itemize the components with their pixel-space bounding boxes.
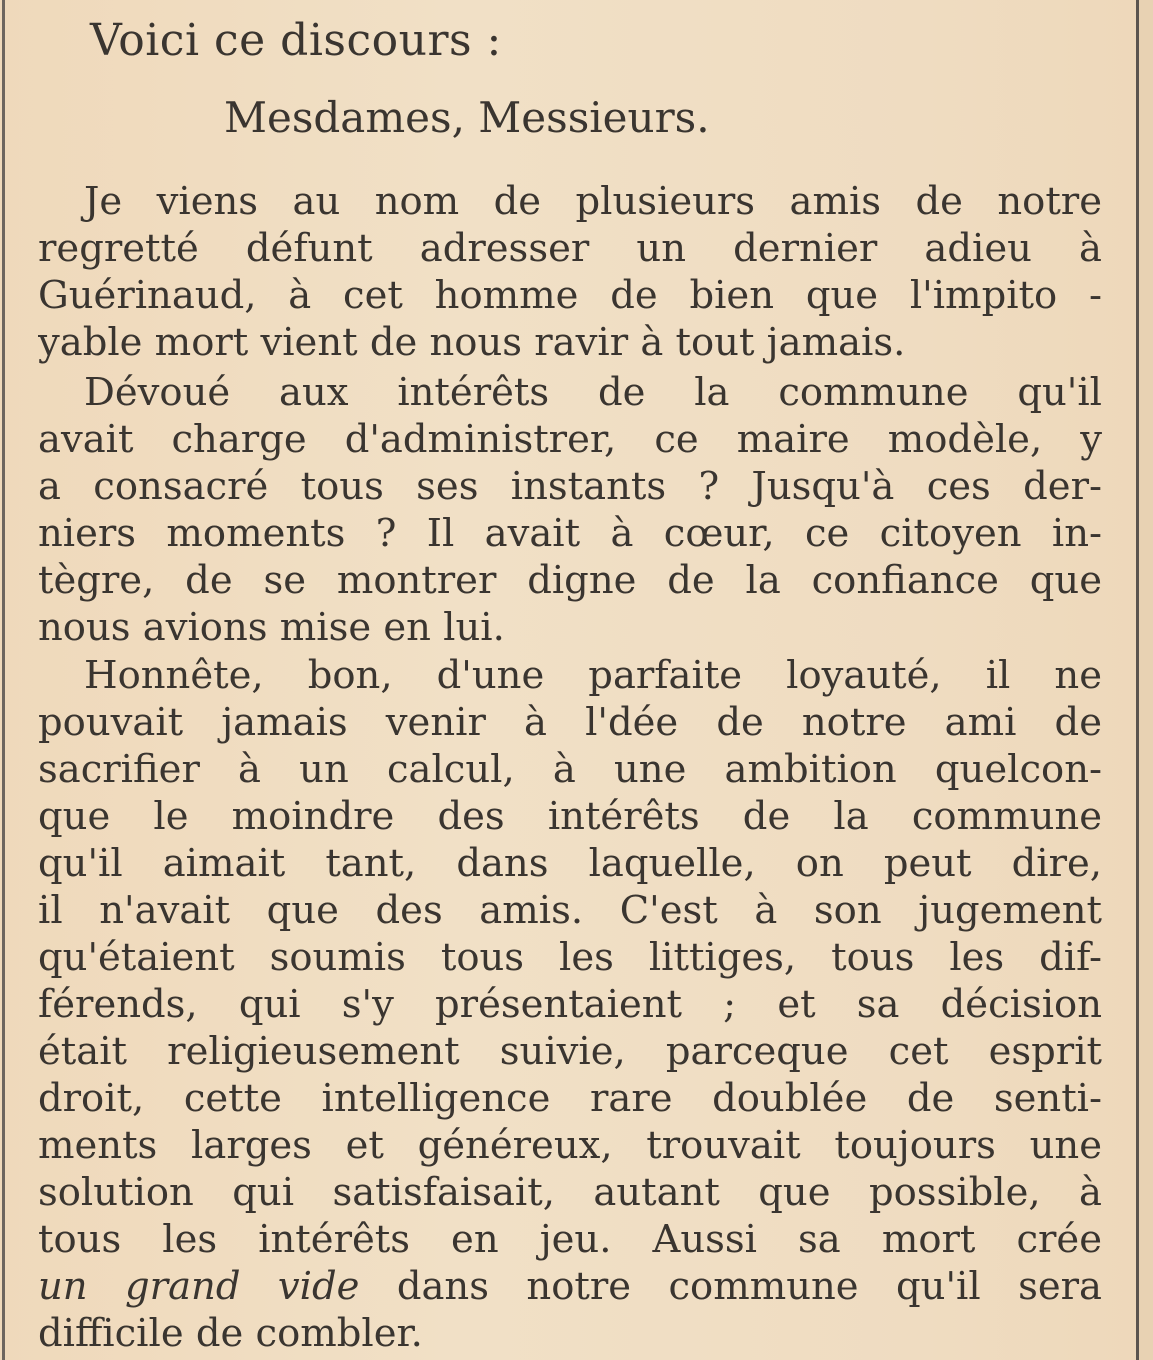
- text-line: yable mort vient de nous ravir à tout jamais.: [38, 320, 906, 365]
- text-line: ments larges et généreux, trouvait toujours une: [38, 1123, 1102, 1168]
- text-line: droit, cette intelligence rare doublée de senti-: [38, 1076, 1102, 1121]
- text-line: que le moindre des intérêts de la commune: [38, 794, 1102, 839]
- text-line: Je viens au nom de plusieurs amis de notre: [84, 179, 1102, 224]
- text-line: solution qui satisfaisait, autant que possible, à: [38, 1170, 1102, 1215]
- text-line: pouvait jamais venir à l'dée de notre ami de: [38, 700, 1102, 745]
- text-line: avait charge d'administrer, ce maire modèle, y: [38, 417, 1102, 462]
- text-line: a consacré tous ses instants ? Jusqu'à ces der-: [38, 464, 1102, 509]
- italic-phrase: un grand vide: [38, 1264, 360, 1309]
- text-line: tègre, de se montrer digne de la confiance que: [38, 558, 1102, 603]
- section-heading: Voici ce discours :: [90, 15, 502, 66]
- text-line: Dévoué aux intérêts de la commune qu'il: [84, 370, 1102, 415]
- text-line: regretté défunt adresser un dernier adieu à: [38, 226, 1102, 271]
- text-line: difficile de combler.: [38, 1311, 423, 1356]
- paragraph-1: [38, 178, 1102, 366]
- text-line: sacrifier à un calcul, à une ambition quelcon-: [38, 747, 1102, 792]
- left-column-rule: [2, 0, 5, 1360]
- text-line: niers moments ? Il avait à cœur, ce citoyen in-: [38, 511, 1102, 556]
- right-margin: [1139, 0, 1153, 1360]
- paragraph-3: [38, 652, 1102, 1357]
- text-line: férends, qui s'y présentaient ; et sa décision: [38, 982, 1102, 1027]
- text-line: qu'il aimait tant, dans laquelle, on peut dire,: [38, 841, 1102, 886]
- paragraph-2: [38, 369, 1102, 651]
- text-line: il n'avait que des amis. C'est à son jugement: [38, 888, 1102, 933]
- text-run: dans notre commune qu'il sera: [359, 1264, 1102, 1309]
- text-line: était religieusement suivie, parceque cet esprit: [38, 1029, 1102, 1074]
- text-line-mixed: [38, 1263, 1102, 1310]
- text-line: qu'étaient soumis tous les littiges, tous les dif-: [38, 935, 1102, 980]
- salutation: Mesdames, Messieurs.: [224, 93, 710, 142]
- text-line: Guérinaud, à cet homme de bien que l'impito -: [38, 273, 1102, 318]
- text-line: Honnête, bon, d'une parfaite loyauté, il ne: [84, 653, 1102, 698]
- text-line: tous les intérêts en jeu. Aussi sa mort crée: [38, 1217, 1102, 1262]
- text-line: nous avions mise en lui.: [38, 605, 505, 650]
